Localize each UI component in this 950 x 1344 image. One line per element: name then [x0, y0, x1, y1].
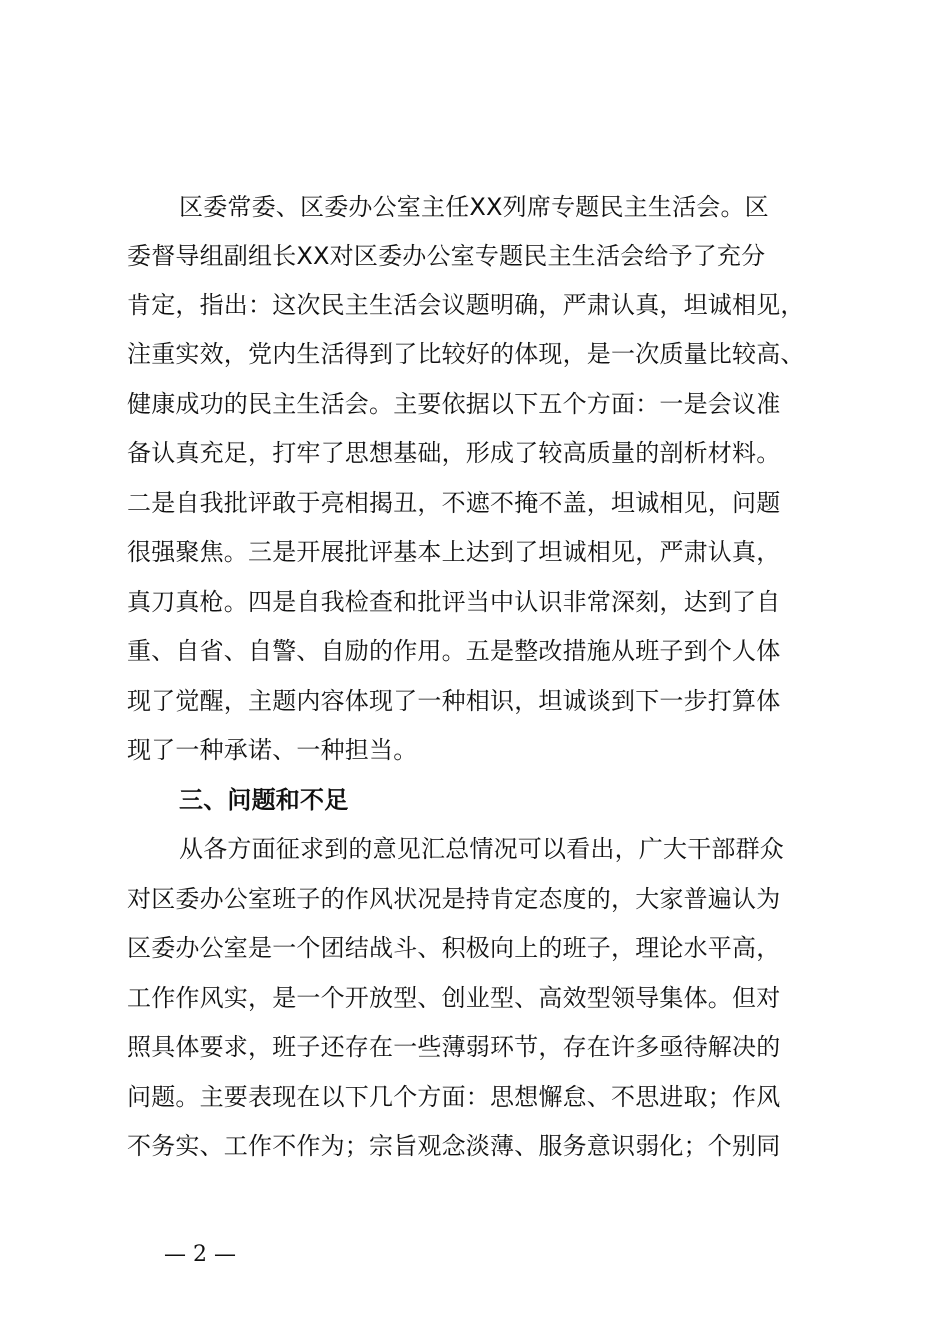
paragraph-line: 现了一种承诺、一种担当。: [127, 736, 418, 764]
paragraph-line: 注重实效，党内生活得到了比较好的体现，是一次质量比较高、: [127, 340, 805, 368]
paragraph-line: 对区委办公室班子的作风状况是持肯定态度的，大家普遍认为: [127, 885, 781, 913]
paragraph-line: 现了觉醒，主题内容体现了一种相识，坦诚谈到下一步打算体: [127, 687, 781, 715]
paragraph-line: 备认真充足，打牢了思想基础，形成了较高质量的剖析材料。: [127, 439, 781, 467]
section-heading: 三、问题和不足: [179, 786, 349, 814]
paragraph-line: 肯定，指出：这次民主生活会议题明确，严肃认真，坦诚相见，: [127, 291, 805, 319]
paragraph-line: 不务实、工作不作为；宗旨观念淡薄、服务意识弱化；个别同: [127, 1132, 781, 1160]
paragraph-line: 委督导组副组长XX对区委办公室专题民主生活会给予了充分: [127, 242, 766, 270]
paragraph-line: 从各方面征求到的意见汇总情况可以看出，广大干部群众: [179, 835, 784, 863]
paragraph-line: 二是自我批评敢于亮相揭丑，不遮不掩不盖，坦诚相见，问题: [127, 489, 781, 517]
paragraph-line: 区委常委、区委办公室主任XX列席专题民主生活会。区: [179, 193, 769, 221]
paragraph-line: 区委办公室是一个团结战斗、积极向上的班子，理论水平高，: [127, 934, 781, 962]
paragraph-line: 很强聚焦。三是开展批评基本上达到了坦诚相见，严肃认真，: [127, 538, 781, 566]
paragraph-line: 健康成功的民主生活会。主要依据以下五个方面：一是会议准: [127, 390, 781, 418]
paragraph-line: 问题。主要表现在以下几个方面：思想懈怠、不思进取；作风: [127, 1083, 781, 1111]
paragraph-line: 照具体要求，班子还存在一些薄弱环节，存在许多亟待解决的: [127, 1033, 781, 1061]
paragraph-line: 重、自省、自警、自励的作用。五是整改措施从班子到个人体: [127, 637, 781, 665]
paragraph-line: 工作作风实，是一个开放型、创业型、高效型领导集体。但对: [127, 984, 781, 1012]
paragraph-line: 真刀真枪。四是自我检查和批评当中认识非常深刻，达到了自: [127, 588, 781, 616]
page-number: — 2 —: [164, 1242, 236, 1267]
